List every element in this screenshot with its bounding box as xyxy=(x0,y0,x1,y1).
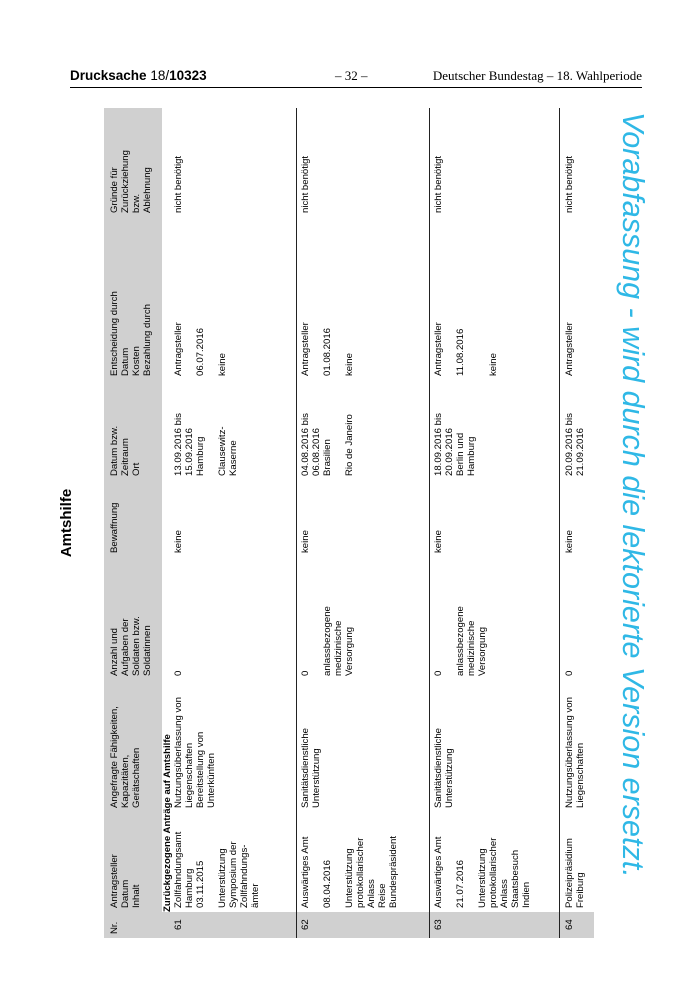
row-divider xyxy=(296,108,297,938)
section-heading: Zurückgezogene Anträge auf Amtshilfe xyxy=(162,734,173,912)
document-number-prefix: 18/ xyxy=(150,68,170,83)
table-title: Amtshilfe xyxy=(58,488,75,558)
row-63-faehigkeiten: Sanitätsdienstliche Unterstützung xyxy=(433,728,455,808)
row-62-nr: 62 xyxy=(300,919,311,930)
header-gruende: Gründe für Zurückziehung bzw. Ablehnung xyxy=(109,150,153,213)
row-62-gruende: nicht benötigt xyxy=(300,155,311,213)
row-62-bewaffnung: keine xyxy=(300,530,311,553)
row-divider xyxy=(429,108,430,938)
row-61-nr: 61 xyxy=(173,919,184,930)
page-number: – 32 – xyxy=(335,68,368,83)
row-61-anzahl: 0 xyxy=(173,670,184,676)
row-64-bewaffnung: keine xyxy=(564,530,575,553)
row-divider xyxy=(559,108,560,938)
row-64-datum: 20.09.2016 bis 21.09.2016 xyxy=(564,413,586,476)
row-62-anzahl: 0 anlassbezogene medizinische Versorgung xyxy=(300,606,355,676)
header-anzahl: Anzahl und Aufgaben der Soldaten bzw. Soldatinnen xyxy=(109,616,153,676)
row-63-antragsteller: Auswärtiges Amt 21.07.2016 Unterstützung protokollarischer Anlass Staatsbesuch Indien xyxy=(433,836,532,908)
row-63-datum: 18.09.2016 bis 20.09.2016 Berlin und Hamburg xyxy=(433,413,477,476)
row-62-entscheidung: Antragsteller 01.08.2016 keine xyxy=(300,322,355,376)
document-label: Drucksache xyxy=(70,68,147,83)
row-62-datum: 04.08.2016 bis 06.08.2016 Brasilien Rio de Janeiro xyxy=(300,413,355,476)
row-63-nr: 63 xyxy=(433,919,444,930)
nr-column-fill xyxy=(162,912,594,938)
row-63-gruende: nicht benötigt xyxy=(433,155,444,213)
header-rule xyxy=(70,87,642,88)
table-header-row xyxy=(104,108,162,938)
row-64-anzahl: 0 xyxy=(564,670,575,676)
row-63-bewaffnung: keine xyxy=(433,530,444,553)
amtshilfe-table xyxy=(104,108,594,938)
header-bewaffnung: Bewaffnung xyxy=(109,502,120,553)
row-61-faehigkeiten: Nutzungsüberlassung von Liegenschaften Bereitstellung von Unterkünften xyxy=(173,697,217,808)
header-entscheidung: Entscheidung durch Datum Kosten Bezahlung durch xyxy=(109,291,153,376)
row-64-faehigkeiten: Nutzungsüberlassung von Liegenschaften xyxy=(564,697,586,808)
watermark-text: Vorabfassung - wird durch die lektorierte Version ersetzt. xyxy=(616,112,650,878)
row-63-entscheidung: Antragsteller 11.08.2016 keine xyxy=(433,322,499,376)
header-antragsteller: Antragsteller Datum Inhalt xyxy=(109,854,142,908)
row-64-nr: 64 xyxy=(564,919,575,930)
row-64-entscheidung: Antragsteller xyxy=(564,322,575,376)
rotated-table-block xyxy=(58,108,594,938)
row-64-gruende: nicht benötigt xyxy=(564,155,575,213)
row-61-antragsteller: Zollfahndungsamt Hamburg 03.11.2015 Unterstützung Symposium der Zollfahndungs- ämter xyxy=(173,831,261,908)
row-63-anzahl: 0 anlassbezogene medizinische Versorgung xyxy=(433,606,488,676)
parliament-period: Deutscher Bundestag – 18. Wahlperiode xyxy=(432,68,642,83)
header-nr: Nr. xyxy=(109,921,120,934)
row-61-gruende: nicht benötigt xyxy=(173,155,184,213)
row-62-antragsteller: Auswärtiges Amt 08.04.2016 Unterstützung protokollarischer Anlass Reise Bundespräsident xyxy=(300,835,399,908)
row-61-datum: 13.09.2016 bis 15.09.2016 Hamburg Clausewitz- Kaserne xyxy=(173,413,239,476)
row-62-faehigkeiten: Sanitätsdienstliche Unterstützung xyxy=(300,728,322,808)
header-faehigkeiten: Angefragte Fähigkeiten, Kapazitäten, Gerätschaften xyxy=(109,706,142,808)
row-61-bewaffnung: keine xyxy=(173,530,184,553)
document-number-main: 10323 xyxy=(169,68,207,83)
row-64-antragsteller: Polizeipräsidium Freiburg xyxy=(564,838,586,908)
row-61-entscheidung: Antragsteller 06.07.2016 keine xyxy=(173,322,228,376)
header-datum: Datum bzw. Zeitraum Ort xyxy=(109,425,142,476)
